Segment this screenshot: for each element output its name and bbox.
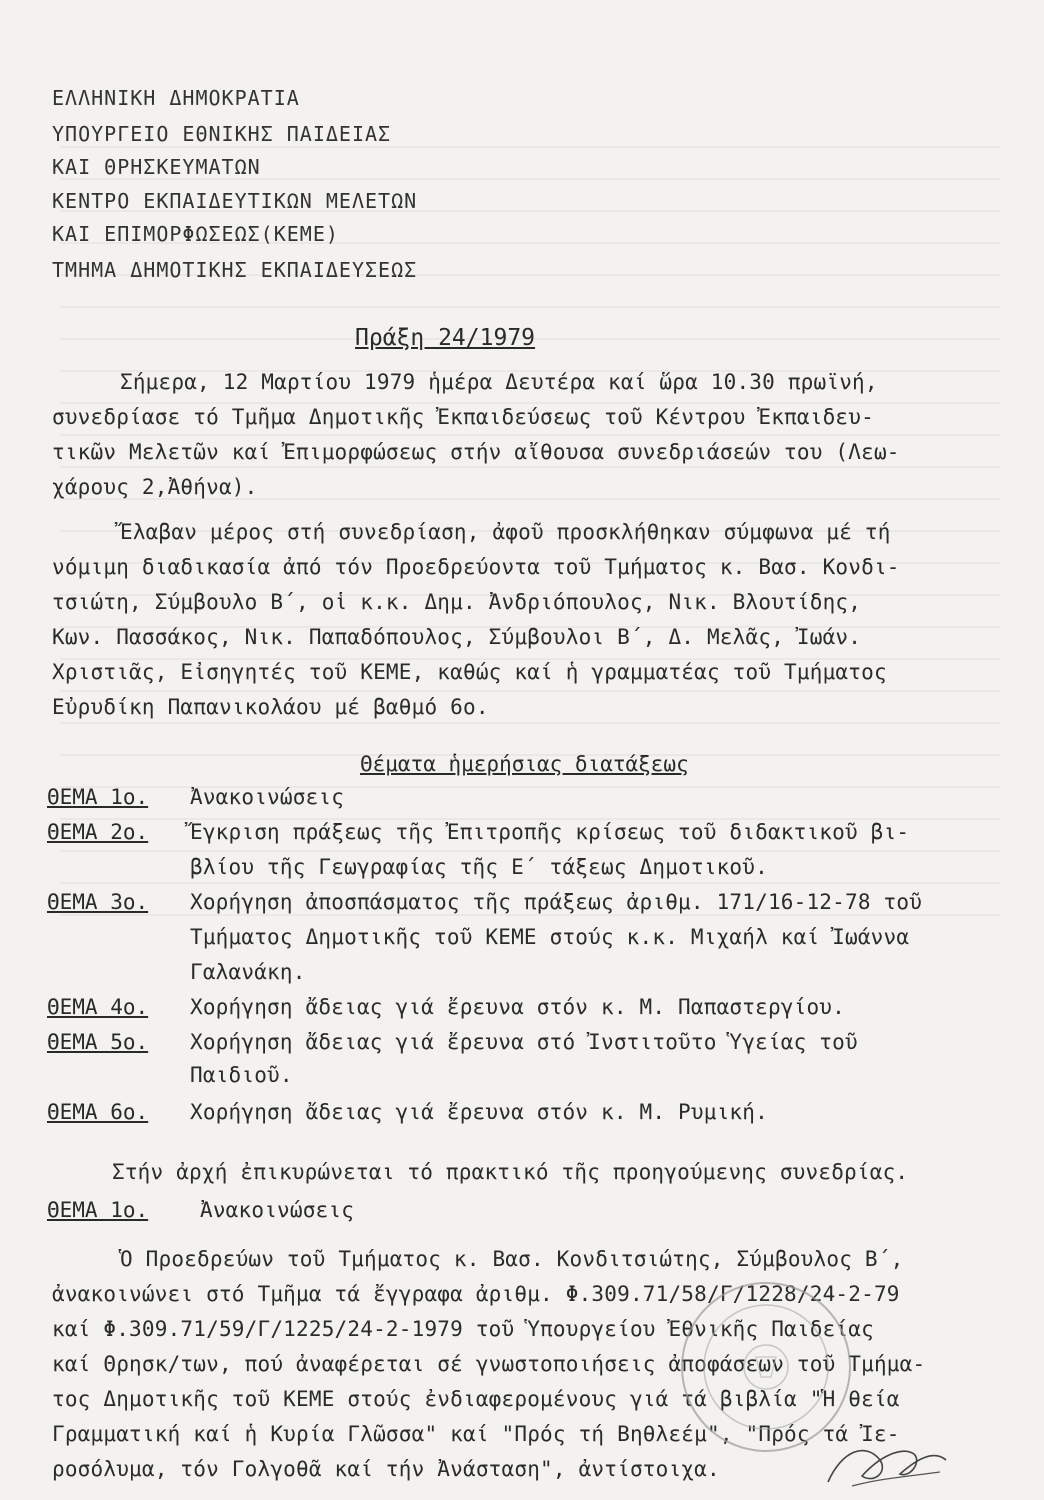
- agenda-text-2-line-1: Ἔγκριση πράξεως τῆς Ἐπιτροπῆς κρίσεως τοῦ διδακτικοῦ βι-: [190, 820, 910, 844]
- agenda-label-6: ΘΕΜΑ 6ο.: [47, 1100, 149, 1124]
- section1-line-6: Γραμματική καί ἡ Κυρία Γλῶσσα" καί "Πρός τή Βηθλεέμ", "Πρός τά Ἰε-: [52, 1422, 900, 1446]
- agenda-label-3: ΘΕΜΑ 3ο.: [47, 890, 149, 914]
- paragraph2-line-2: νόμιμη διαδικασία ἀπό τόν Προεδρεύοντα τοῦ Τμήματος κ. Βασ. Κονδι-: [52, 555, 900, 579]
- paragraph2-line-6: Εὐρυδίκη Παπανικολάου μέ βαθμό 6ο.: [52, 695, 489, 719]
- section1-line-2: ἀνακοινώνει στό Τμῆμα τά ἔγγραφα ἀριθμ. Φ.309.71/58/Γ/1228/24-2-79: [52, 1282, 900, 1306]
- section1-line-3: καί Φ.309.71/59/Γ/1225/24-2-1979 τοῦ Ὑπουργείου Ἐθνικῆς Παιδείας: [52, 1317, 874, 1341]
- section1-line-1: Ὁ Προεδρεύων τοῦ Τμήματος κ. Βασ. Κονδιτσιώτης, Σύμβουλος Β΄,: [120, 1247, 904, 1271]
- agenda-text-6-line-1: Χορήγηση ἄδειας γιά ἔρευνα στόν κ. Μ. Ρυμική.: [190, 1100, 768, 1124]
- agenda-label-4: ΘΕΜΑ 4ο.: [47, 995, 149, 1019]
- header-line-4: ΚΕΝΤΡΟ ΕΚΠΑΙΔΕΥΤΙΚΩΝ ΜΕΛΕΤΩΝ: [52, 189, 418, 213]
- agenda-text-3-line-1: Χορήγηση ἀποσπάσματος τῆς πράξεως ἀριθμ. 171/16-12-78 τοῦ: [190, 890, 923, 914]
- header-line-5: ΚΑΙ ΕΠΙΜΟΡΦΩΣΕΩΣ(ΚΕΜΕ): [52, 222, 339, 246]
- agenda-text-5-line-1: Χορήγηση ἄδειας γιά ἔρευνα στό Ἰνστιτοῦτο Ὑγείας τοῦ: [190, 1030, 858, 1054]
- agenda-text-5-line-2: Παιδιοῦ.: [190, 1063, 293, 1087]
- paragraph2-line-4: Κων. Πασσάκος, Νικ. Παπαδόπουλος, Σύμβουλοι Β΄, Δ. Μελᾶς, Ἰωάν.: [52, 625, 862, 649]
- header-line-6: ΤΜΗΜΑ ΔΗΜΟΤΙΚΗΣ ΕΚΠΑΙΔΕΥΣΕΩΣ: [52, 258, 418, 282]
- header-line-3: ΚΑΙ ΘΡΗΣΚΕΥΜΑΤΩΝ: [52, 155, 261, 179]
- signature-mark: [822, 1432, 952, 1496]
- section1-title: Ἀνακοινώσεις: [200, 1198, 355, 1222]
- agenda-text-3-line-3: Γαλανάκη.: [190, 960, 306, 984]
- document-title: Πράξη 24/1979: [355, 325, 536, 351]
- section1-line-5: τος Δημοτικῆς τοῦ ΚΕΜΕ στούς ἐνδιαφερομένους γιά τά βιβλία "Ἡ θεία: [52, 1387, 900, 1411]
- agenda-label-2: ΘΕΜΑ 2ο.: [47, 820, 149, 844]
- paragraph1-line-1: Σήμερα, 12 Μαρτίου 1979 ἡμέρα Δευτέρα καί ὥρα 10.30 πρωϊνή,: [120, 370, 878, 394]
- agenda-text-3-line-2: Τμήματος Δημοτικῆς τοῦ ΚΕΜΕ στούς κ.κ. Μιχαήλ καί Ἰωάννα: [190, 925, 910, 949]
- agenda-label-5: ΘΕΜΑ 5ο.: [47, 1030, 149, 1054]
- agenda-text-2-line-2: βλίου τῆς Γεωγραφίας τῆς Ε΄ τάξεως Δημοτικοῦ.: [190, 855, 768, 879]
- paragraph2-line-5: Χριστιᾶς, Εἰσηγητές τοῦ ΚΕΜΕ, καθώς καί ἡ γραμματέας τοῦ Τμήματος: [52, 660, 887, 684]
- section1-label: ΘΕΜΑ 1ο.: [47, 1198, 149, 1222]
- paragraph2-line-1: Ἔλαβαν μέρος στή συνεδρίαση, ἀφοῦ προσκλήθηκαν σύμφωνα μέ τή: [120, 520, 891, 544]
- paragraph1-line-2: συνεδρίασε τό Τμῆμα Δημοτικῆς Ἐκπαιδεύσεως τοῦ Κέντρου Ἐκπαιδευ-: [52, 405, 874, 429]
- paragraph1-line-4: χάρους 2,Ἀθήνα).: [52, 475, 258, 499]
- paragraph2-line-3: τσιώτη, Σύμβουλο Β΄, οἱ κ.κ. Δημ. Ἀνδριόπουλος, Νικ. Βλουτίδης,: [52, 590, 862, 614]
- header-line-2: ΥΠΟΥΡΓΕΙΟ ΕΘΝΙΚΗΣ ΠΑΙΔΕΙΑΣ: [52, 122, 392, 146]
- ratification-line: Στήν ἀρχή ἐπικυρώνεται τό πρακτικό τῆς προηγούμενης συνεδρίας.: [112, 1160, 909, 1184]
- agenda-text-1-line-1: Ἀνακοινώσεις: [190, 785, 345, 809]
- agenda-text-4-line-1: Χορήγηση ἄδειας γιά ἔρευνα στόν κ. Μ. Παπαστεργίου.: [190, 995, 845, 1019]
- section1-line-4: καί Θρησκ/των, πού ἀναφέρεται σέ γνωστοποιήσεις ἀποφάσεων τοῦ Τμήμα-: [52, 1352, 926, 1376]
- agenda-label-1: ΘΕΜΑ 1ο.: [47, 785, 149, 809]
- agenda-heading: Θέματα ἡμερήσιας διατάξεως: [360, 752, 689, 776]
- paragraph1-line-3: τικῶν Μελετῶν καί Ἐπιμορφώσεως στήν αἴθουσα συνεδριάσεών του (Λεω-: [52, 440, 900, 464]
- section1-line-7: ροσόλυμα, τόν Γολγοθᾶ καί τήν Ἀνάσταση", ἀντίστοιχα.: [52, 1457, 720, 1481]
- header-line-1: ΕΛΛΗΝΙΚΗ ΔΗΜΟΚΡΑΤΙΑ: [52, 86, 300, 110]
